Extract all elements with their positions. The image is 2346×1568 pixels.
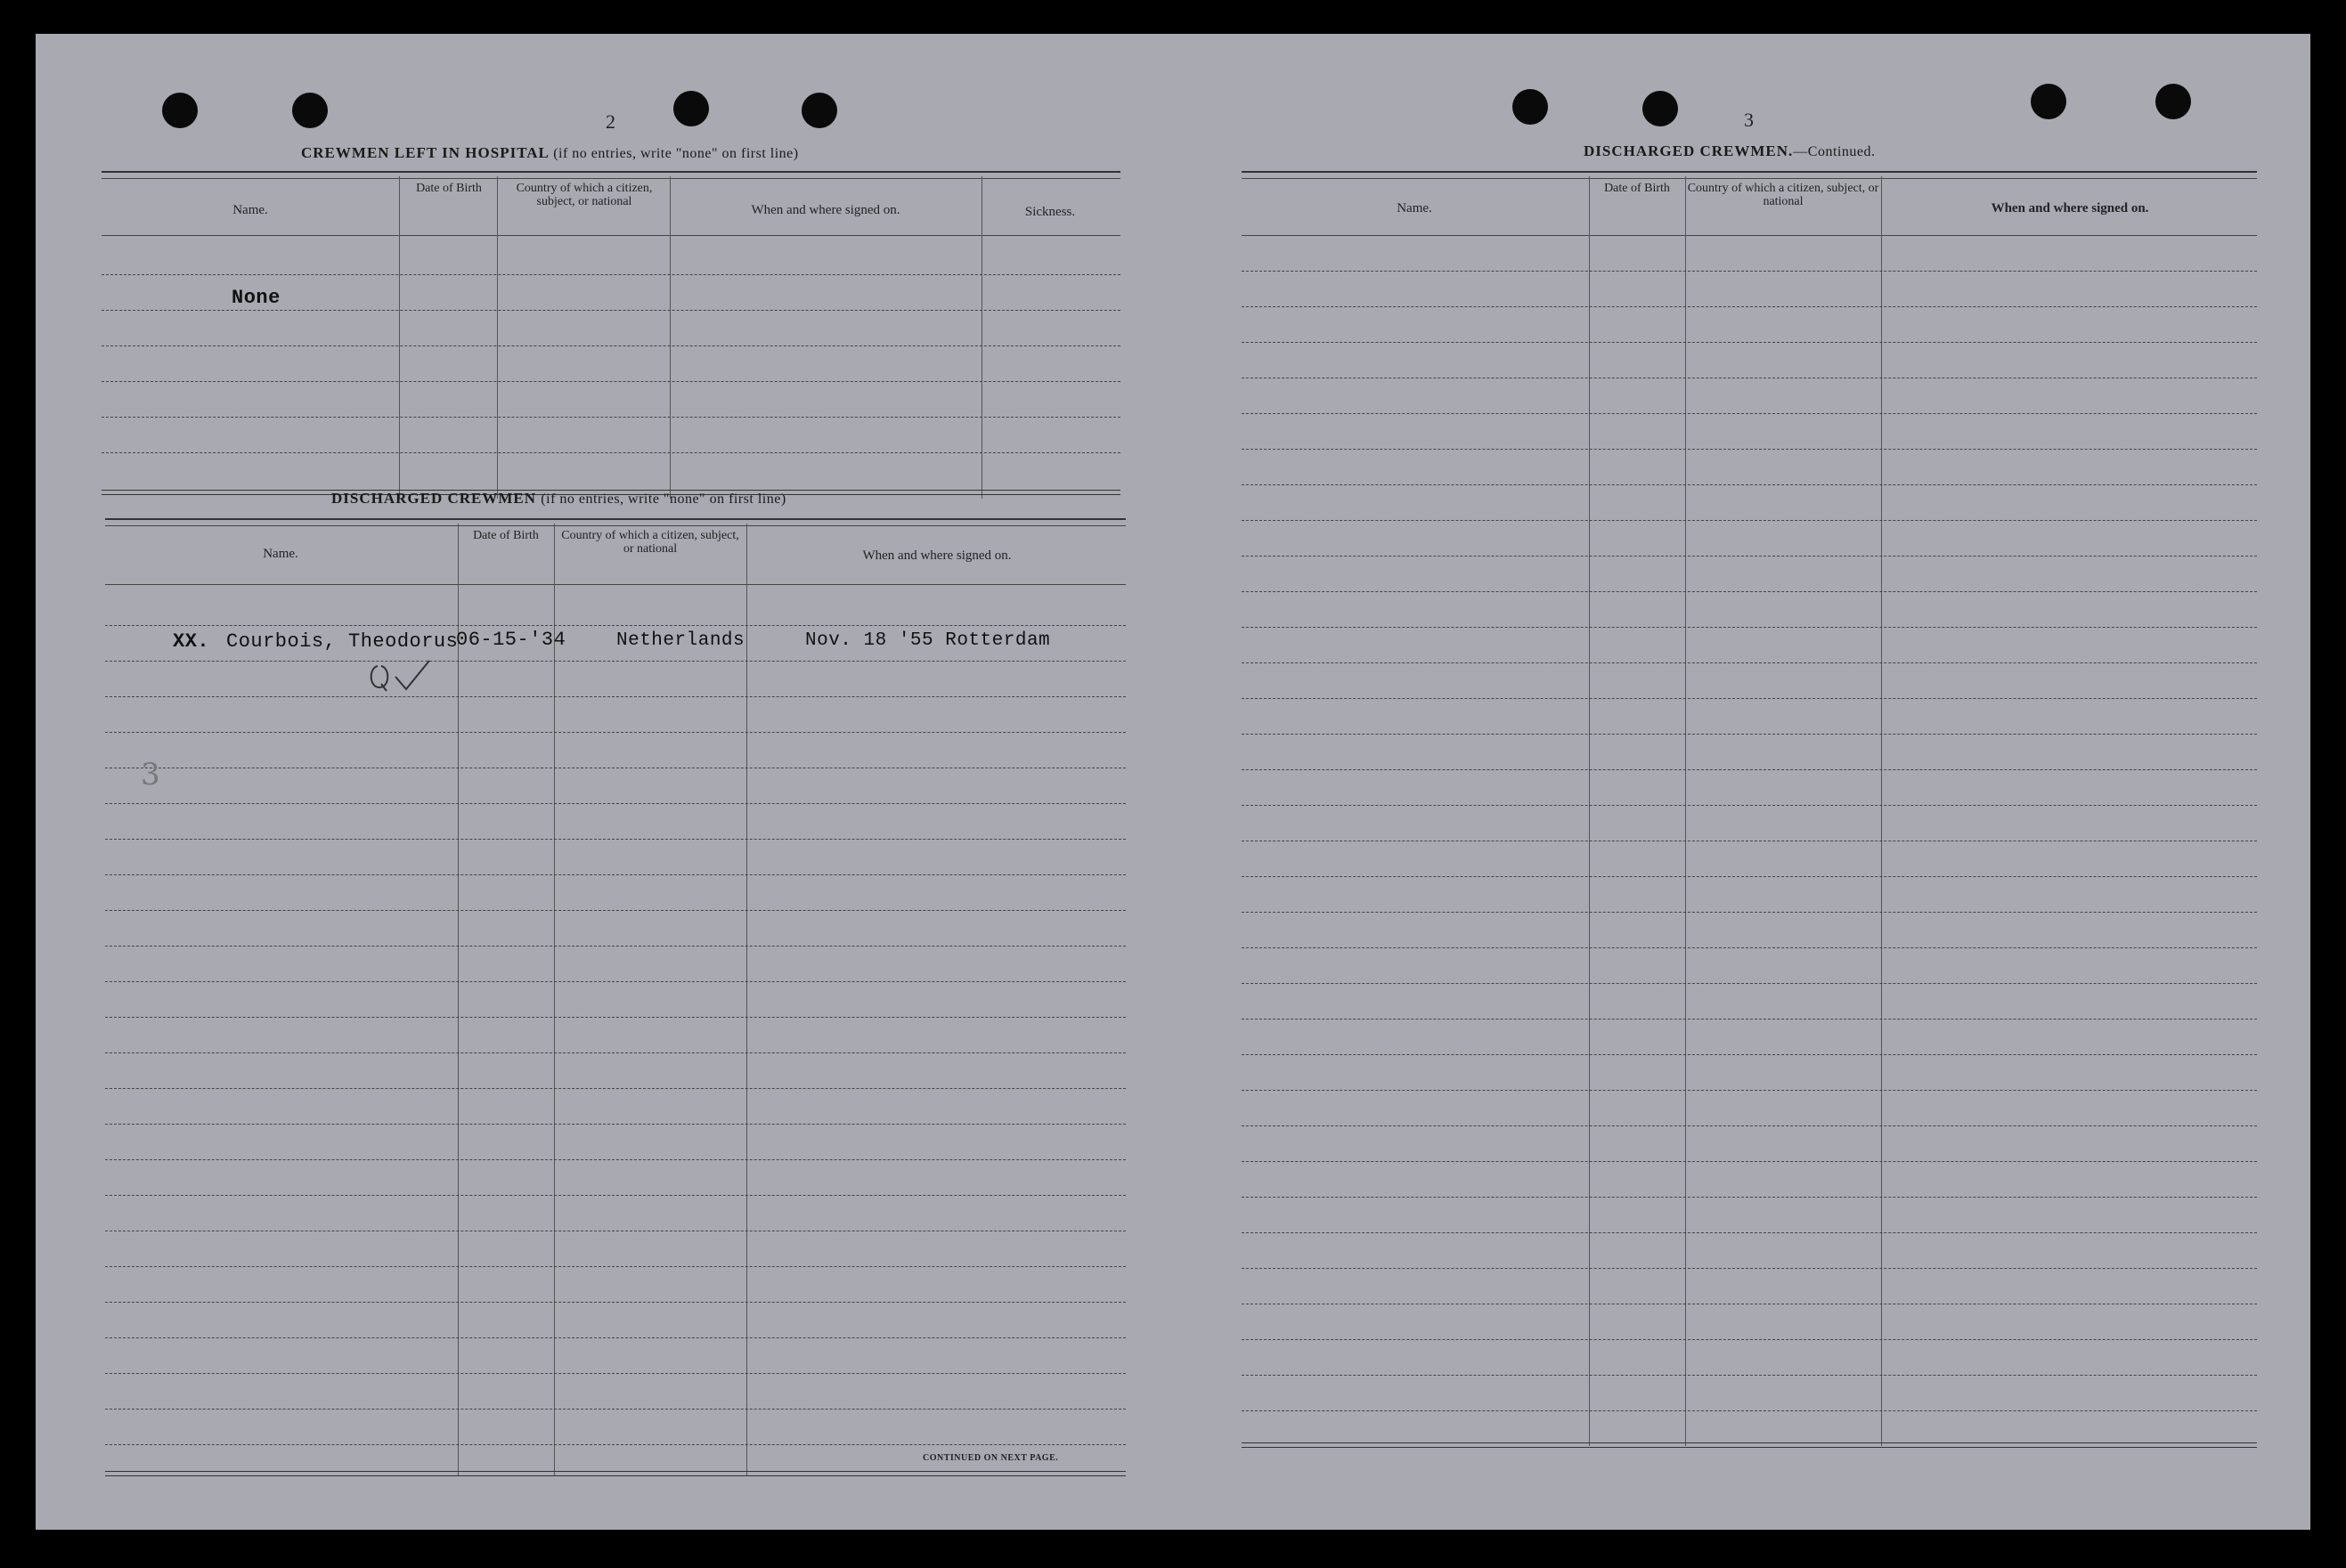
discharged-section-title	[331, 490, 786, 508]
punch-hole	[802, 93, 837, 128]
entry-country: Netherlands	[616, 630, 745, 651]
continued-header-dob: Date of Birth	[1604, 182, 1670, 195]
discharged-title-note: (if no entries, write "none" on first line)	[541, 492, 786, 507]
discharged-table-right	[1242, 171, 2257, 1489]
punch-hole	[2155, 84, 2191, 119]
hospital-title-note: (if no entries, write "none" on first line)	[553, 146, 799, 161]
hospital-header-dob: Date of Birth	[416, 182, 482, 195]
continued-footer: CONTINUED ON NEXT PAGE.	[923, 1453, 1059, 1463]
punch-hole	[1642, 91, 1678, 126]
discharged-table-left	[105, 518, 1126, 1480]
punch-hole	[2031, 84, 2066, 119]
page-number-left: 2	[606, 110, 615, 133]
entry-name: Courbois, Theodorus	[226, 630, 459, 653]
entry-prefix: XX.	[173, 630, 210, 653]
punch-hole	[1512, 89, 1548, 125]
discharged-header-country: Country of which a citizen, subject, or national	[561, 529, 739, 556]
hospital-header-sickness: Sickness.	[1024, 205, 1076, 219]
punch-hole	[292, 93, 328, 128]
faint-mark: 3	[141, 757, 160, 792]
continued-header-signed-on: When and where signed on.	[1991, 201, 2149, 215]
continued-title-suffix: —Continued.	[1793, 144, 1876, 159]
hospital-table	[102, 171, 1120, 500]
entry-dob: 06-15-'34	[456, 629, 566, 651]
hospital-header-name: Name.	[232, 203, 268, 217]
discharged-header-signed-on: When and where signed on.	[862, 548, 1012, 563]
hospital-header-country: Country of which a citizen, subject, or national	[516, 182, 653, 208]
page-number-right: 3	[1744, 109, 1754, 131]
punch-hole	[673, 91, 709, 126]
discharged-header-dob: Date of Birth	[473, 529, 539, 542]
continued-title-text: DISCHARGED CREWMEN.	[1584, 142, 1794, 159]
hospital-header-signed-on: When and where signed on.	[751, 203, 900, 217]
continued-header-name: Name.	[1397, 201, 1432, 215]
hospital-entry-name: None	[232, 287, 281, 309]
hospital-title-text: CREWMEN LEFT IN HOSPITAL	[301, 144, 549, 161]
discharged-continued-title	[1584, 142, 1875, 160]
discharged-header-name: Name.	[263, 547, 298, 561]
punch-hole	[162, 93, 198, 128]
hospital-section-title	[301, 144, 799, 162]
entry-signed-on: Nov. 18 '55 Rotterdam	[805, 630, 1051, 651]
document-sheet	[36, 34, 2310, 1530]
continued-header-country: Country of which a citizen, subject, or national	[1687, 182, 1879, 208]
discharged-title-text: DISCHARGED CREWMEN	[331, 490, 537, 507]
handwritten-initials	[365, 657, 445, 703]
